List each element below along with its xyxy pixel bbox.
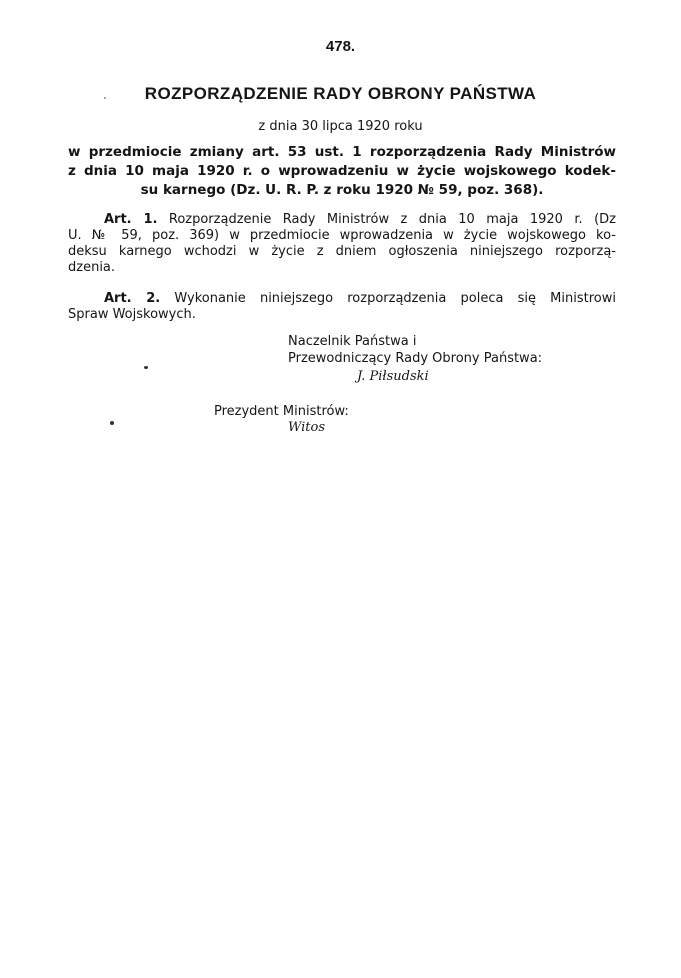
- article-line: Spraw Wojskowych.: [68, 307, 196, 322]
- article-line: [68, 212, 616, 228]
- subject-line: su karnego (Dz. U. R. P. z roku 1920 № 59, poz. 368).: [140, 182, 544, 198]
- subject-block: [68, 143, 616, 200]
- print-speck: [104, 97, 106, 99]
- article-1: [68, 212, 616, 276]
- signature-role: Naczelnik Państwa i: [288, 334, 417, 349]
- signature-name: J. Piłsudski: [357, 369, 429, 384]
- article-line: [68, 291, 616, 307]
- signature-block-head-of-state: [288, 333, 542, 367]
- print-speck: [110, 421, 114, 425]
- signature-block-prime-minister: [214, 403, 349, 420]
- article-label: Art. 2.: [104, 291, 161, 306]
- article-line: dzenia.: [68, 260, 116, 275]
- article-line: U. № 59, poz. 369) w przedmiocie wprowadzenia w życie wojskowego ko-: [68, 228, 616, 243]
- article-text: Wykonanie niniejszego rozporządzenia poleca się Ministrowi: [174, 291, 616, 306]
- article-text: Rozporządzenie Rady Ministrów z dnia 10 maja 1920 r. (Dz: [168, 212, 616, 227]
- article-line: deksu karnego wchodzi w życie z dniem ogłoszenia niniejszego rozporzą-: [68, 244, 616, 259]
- signature-name: Witos: [288, 420, 326, 435]
- subject-line: z dnia 10 maja 1920 r. o wprowadzeniu w życie wojskowego kodek-: [68, 163, 616, 179]
- article-label: Art. 1.: [104, 212, 158, 227]
- date-line: z dnia 30 lipca 1920 roku: [258, 119, 423, 134]
- print-speck: [144, 366, 148, 369]
- document-title: ROZPORZĄDZENIE RADY OBRONY PAŃSTWA: [144, 84, 537, 103]
- signature-role: Prezydent Ministrów:: [214, 404, 349, 419]
- signature-role: Przewodniczący Rady Obrony Państwa:: [288, 351, 543, 366]
- article-2: [68, 291, 616, 323]
- page-number: 478.: [325, 38, 356, 55]
- subject-line: w przedmiocie zmiany art. 53 ust. 1 rozporządzenia Rady Ministrów: [68, 144, 616, 160]
